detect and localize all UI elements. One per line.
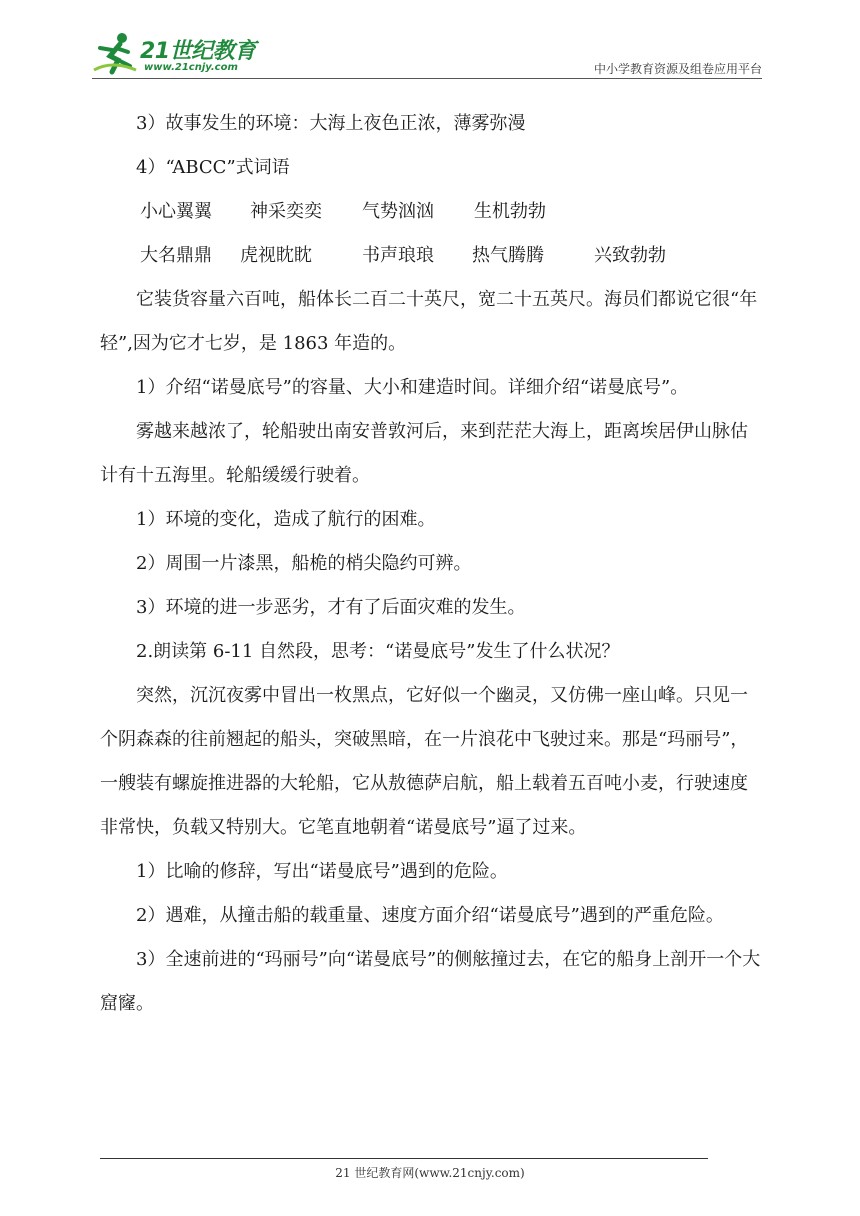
document-body	[100, 102, 764, 1026]
word-row-2	[100, 234, 764, 278]
word: 小心翼翼	[140, 201, 212, 222]
header-divider	[92, 78, 762, 79]
text-line: 4）“ABCC”式词语	[136, 157, 290, 178]
paragraph: 突然，沉沉夜雾中冒出一枚黑点，它好似一个幽灵，又仿佛一座山峰。只见一个阴森森的往前翘起的船头，突破黑暗，在一片浪花中飞驶过来。那是“玛丽号”，一艘装有螺旋推进器的大轮船，它从敖德萨启航，船上载着五百吨小麦，行驶速度非常快，负载又特别大。它笔直地朝着“诺曼底号”逼了过来。	[100, 685, 749, 838]
word: 书声琅琅	[362, 245, 434, 266]
logo-url: www.21cnjy.com	[144, 62, 238, 73]
runner-logo-icon	[92, 30, 140, 78]
text-line: 2）遇难，从撞击船的载重量、速度方面介绍“诺曼底号”遇到的严重危险。	[136, 905, 724, 926]
text-line: 1）环境的变化，造成了航行的困难。	[136, 509, 436, 530]
paragraph: 它装货容量六百吨，船体长二百二十英尺，宽二十五英尺。海员们都说它很“年轻”,因为它才七岁，是 1863 年造的。	[100, 289, 758, 354]
word: 大名鼎鼎	[140, 245, 212, 266]
word: 生机勃勃	[474, 201, 546, 222]
word: 热气腾腾	[472, 245, 544, 266]
paragraph: 雾越来越浓了，轮船驶出南安普敦河后，来到茫茫大海上，距离埃居伊山脉估计有十五海里。轮船缓缓行驶着。	[100, 421, 748, 486]
logo	[92, 30, 262, 78]
text-line: 3）故事发生的环境：大海上夜色正浓，薄雾弥漫	[136, 113, 526, 134]
word: 气势汹汹	[362, 201, 434, 222]
word: 虎视眈眈	[240, 245, 312, 266]
text-line: 1）比喻的修辞，写出“诺曼底号”遇到的危险。	[136, 861, 508, 882]
text-line: 3）全速前进的“玛丽号”向“诺曼底号”的侧舷撞过去，在它的船身上剖开一个大窟窿。	[100, 949, 761, 1014]
question-line: 2.朗读第 6-11 自然段，思考：“诺曼底号”发生了什么状况？	[136, 641, 620, 662]
word-row-1	[100, 190, 764, 234]
word: 神采奕奕	[250, 201, 322, 222]
logo-name: 21世纪教育	[140, 39, 256, 64]
footer-divider	[100, 1158, 708, 1159]
text-line: 2）周围一片漆黑，船桅的梢尖隐约可辨。	[136, 553, 472, 574]
text-line: 3）环境的进一步恶劣，才有了后面灾难的发生。	[136, 597, 526, 618]
header-platform-text: 中小学教育资源及组卷应用平台	[593, 62, 762, 76]
footer-text: 21 世纪教育网(www.21cnjy.com)	[335, 1166, 525, 1180]
word: 兴致勃勃	[594, 245, 666, 266]
text-line: 1）介绍“诺曼底号”的容量、大小和建造时间。详细介绍“诺曼底号”。	[136, 377, 689, 398]
page-header	[92, 26, 762, 82]
